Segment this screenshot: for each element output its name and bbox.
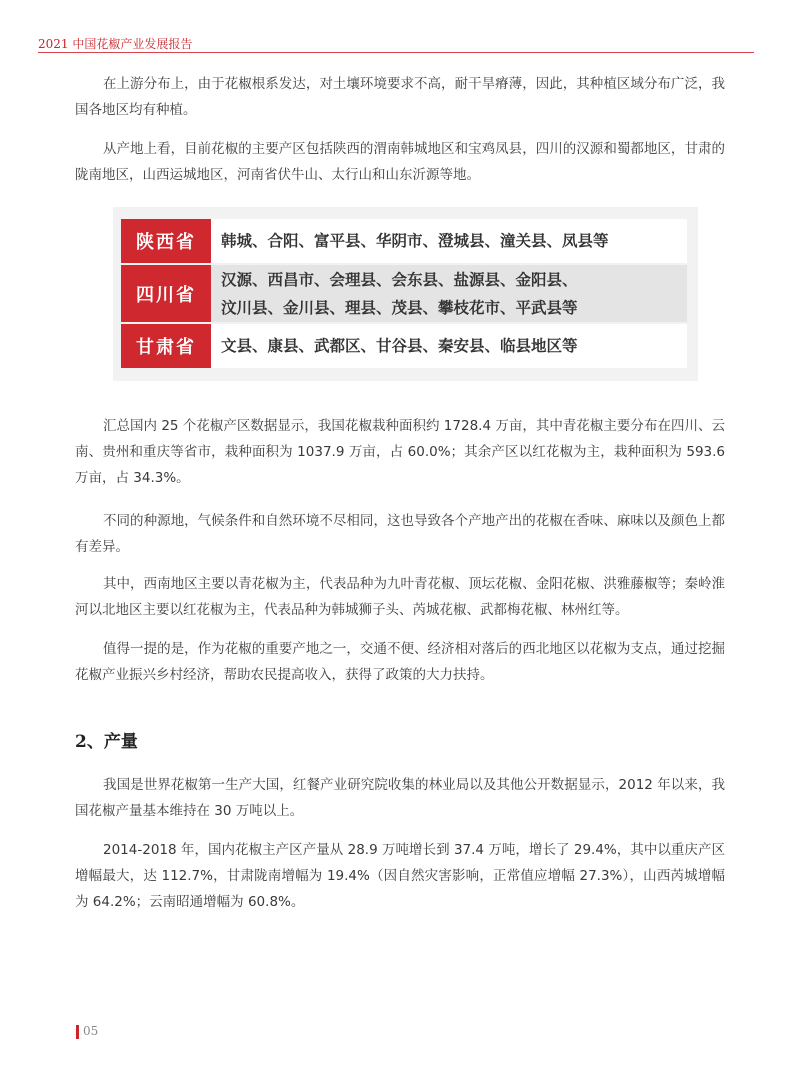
table-row-sichuan xyxy=(121,265,687,322)
province-label: 四川省 xyxy=(121,265,211,322)
page-number-marker xyxy=(76,1025,79,1039)
report-header-title: 2021 中国花椒产业发展报告 xyxy=(38,37,193,51)
cities-line: 文县、康县、武都区、甘谷县、秦安县、临县地区等 xyxy=(221,337,578,355)
paragraph-main-regions: 从产地上看，目前花椒的主要产区包括陕西的渭南韩城地区和宝鸡凤县，四川的汉源和蜀都地区，甘肃的陇南地区，山西运城地区，河南省伏牛山、太行山和山东沂源等地。 xyxy=(75,141,725,183)
cities-line: 韩城、合阳、富平县、华阴市、澄城县、潼关县、凤县等 xyxy=(221,232,609,250)
paragraph-production-growth: 2014-2018 年，国内花椒主产区产量从 28.9 万吨增长到 37.4 万吨，增长了 29.4%，其中以重庆产区增幅最大，达 112.7%，甘肃陇南增幅为 19.4%（因自然灾害影响，正常值应增幅 27.3%），山西芮城增幅为 64.2%；云南昭通增幅为 60.8%。 xyxy=(75,842,725,910)
paragraph-planting-area: 汇总国内 25 个花椒产区数据显示，我国花椒栽种面积约 1728.4 万亩，其中青花椒主要分布在四川、云南、贵州和重庆等省市，栽种面积为 1037.9 万亩，占 60.0%；其余产区以红花椒为主，栽种面积为 593.6 万亩，占 34.3%。 xyxy=(75,418,725,486)
province-label: 陕西省 xyxy=(121,219,211,263)
cities-cell xyxy=(211,265,687,322)
section-title-production: 2、产量 xyxy=(75,732,138,752)
cities-line: 汶川县、金川县、理县、茂县、攀枝花市、平武县等 xyxy=(221,298,578,317)
paragraph-regional-differences: 不同的种源地，气候条件和自然环境不尽相同，这也导致各个产地产出的花椒在香味、麻味以及颜色上都有差异。 xyxy=(75,513,725,555)
cities-cell xyxy=(211,219,687,263)
table-row-gansu xyxy=(121,324,687,368)
page-number: 05 xyxy=(83,1024,99,1038)
province-region-table xyxy=(113,207,698,381)
table-row-shaanxi xyxy=(121,219,687,263)
header-divider xyxy=(38,52,754,53)
paragraph-upstream-distribution: 在上游分布上，由于花椒根系发达，对土壤环境要求不高，耐干旱瘠薄，因此，其种植区域分布广泛，我国各地区均有种植。 xyxy=(75,76,725,118)
cities-cell xyxy=(211,324,687,368)
paragraph-policy-support: 值得一提的是，作为花椒的重要产地之一，交通不便、经济相对落后的西北地区以花椒为支点，通过挖掘花椒产业振兴乡村经济，帮助农民提高收入，获得了政策的大力扶持。 xyxy=(75,641,725,683)
cities-line: 汉源、西昌市、会理县、会东县、盐源县、金阳县、 xyxy=(221,270,578,289)
paragraph-production-overview: 我国是世界花椒第一生产大国，红餐产业研究院收集的林业局以及其他公开数据显示，2012 年以来，我国花椒产量基本维持在 30 万吨以上。 xyxy=(75,777,725,819)
province-label: 甘肃省 xyxy=(121,324,211,368)
paragraph-varieties: 其中，西南地区主要以青花椒为主，代表品种为九叶青花椒、顶坛花椒、金阳花椒、洪雅藤椒等；秦岭淮河以北地区主要以红花椒为主，代表品种为韩城狮子头、芮城花椒、武都梅花椒、林州红等。 xyxy=(75,576,725,618)
